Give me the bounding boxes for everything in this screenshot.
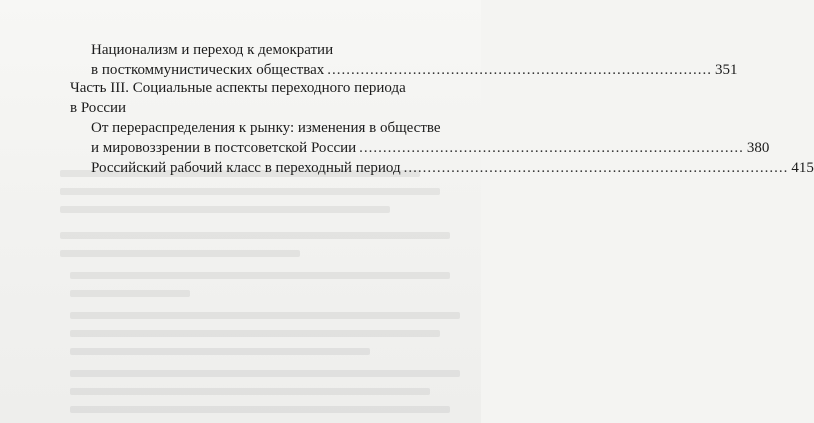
dot-leader: ................................................................................. <box>359 140 744 156</box>
toc-entry-title-line: в посткоммунистических обществах <box>91 62 325 78</box>
toc-page-number: 380 <box>746 140 770 156</box>
toc-entry-title-line: От перераспределения к рынку: изменения в обществе <box>91 120 441 136</box>
toc-entry-title-line: и мировоззрении в постсоветской России <box>91 140 357 156</box>
toc-entry-working-class <box>91 158 814 178</box>
dot-leader: ................................................................................. <box>327 62 712 78</box>
toc-page-number: 415 <box>791 160 814 176</box>
toc-entry-nationalism <box>91 40 738 80</box>
dot-leader: ................................................................................. <box>403 160 789 176</box>
toc-page-number: 351 <box>714 62 738 78</box>
toc-entry-title-line: Российский рабочий класс в переходный период <box>91 160 401 176</box>
toc-entry-title-line: в России <box>70 100 127 116</box>
toc-entry-title-line: Часть III. Социальные аспекты переходного периода <box>70 80 406 96</box>
show-through-text <box>0 150 481 423</box>
toc-entry-title-line: Национализм и переход к демократии <box>91 42 334 58</box>
toc-part-heading <box>70 78 466 118</box>
toc-entry-redistribution <box>91 118 770 158</box>
